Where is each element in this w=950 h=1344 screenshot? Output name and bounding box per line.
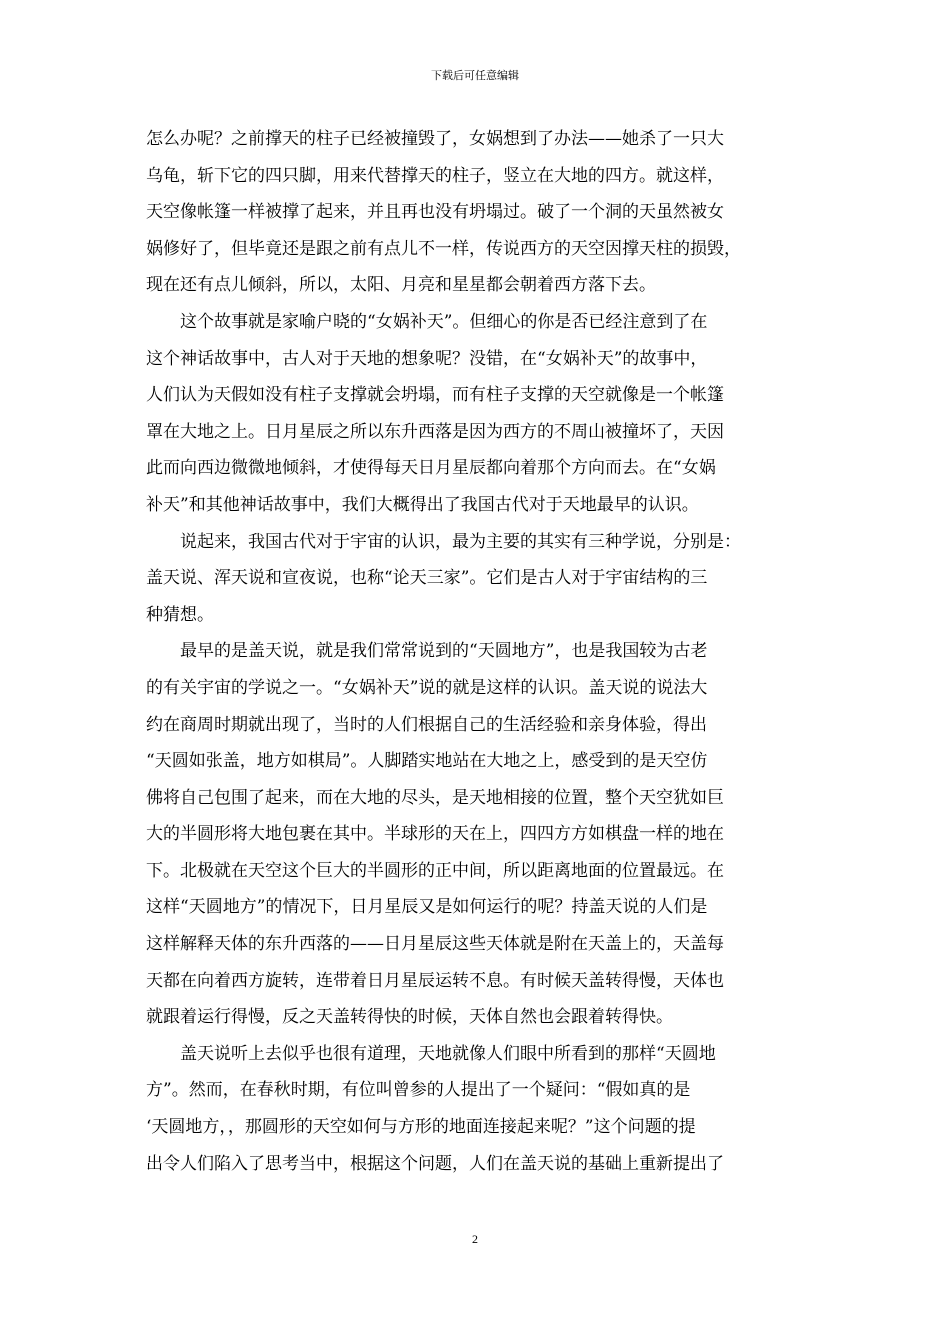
text-line: 盖天说、浑天说和宣夜说，也称“论天三家”。它们是古人对于宇宙结构的三: [146, 568, 708, 589]
page-number: 2: [472, 1232, 478, 1246]
text-line: 约在商周时期就出现了，当时的人们根据自己的生活经验和亲身体验，得出: [146, 714, 707, 735]
text-line: 的有关宇宙的学说之一。“女娲补天”说的就是这样的认识。盖天说的说法大: [146, 677, 708, 698]
text-line: 就跟着运行得慢，反之天盖转得快的时候，天体自然也会跟着转得快。: [146, 1007, 673, 1028]
text-line: 罩在大地之上。日月星辰之所以东升西落是因为西方的不周山被撞坏了，天因: [146, 421, 724, 442]
text-line: 种猜想。: [146, 604, 214, 625]
text-line: 这样解释天体的东升西落的——日月星辰这些天体就是附在天盖上的，天盖每: [146, 934, 724, 955]
text-line: 这个神话故事中，古人对于天地的想象呢？没错，在“女娲补天”的故事中，: [146, 348, 708, 369]
text-line: 补天”和其他神话故事中，我们大概得出了我国古代对于天地最早的认识。: [146, 494, 699, 515]
body-text: [146, 121, 810, 1182]
text-line: 天都在向着西方旋转，连带着日月星辰运转不息。有时候天盖转得慢，天体也: [146, 970, 724, 991]
text-line: 佛将自己包围了起来，而在大地的尽头，是天地相接的位置，整个天空犹如巨: [146, 787, 724, 808]
text-line: 现在还有点儿倾斜，所以，太阳、月亮和星星都会朝着西方落下去。: [146, 275, 656, 296]
text-line: 人们认为天假如没有柱子支撑就会坍塌，而有柱子支撑的天空就像是一个帐篷: [146, 385, 724, 406]
text-line: 下。北极就在天空这个巨大的半圆形的正中间，所以距离地面的位置最远。在: [146, 860, 724, 881]
text-line: 大的半圆形将大地包裹在其中。半球形的天在上，四四方方如棋盘一样的地在: [146, 824, 724, 845]
text-line: 怎么办呢？之前撑天的柱子已经被撞毁了，女娲想到了办法——她杀了一只大: [146, 129, 724, 149]
text-line: 天空像帐篷一样被撑了起来，并且再也没有坍塌过。破了一个洞的天虽然被女: [146, 202, 724, 223]
paragraph-start-line: 说起来，我国古代对于宇宙的认识，最为主要的其实有三种学说，分别是：: [180, 531, 741, 552]
text-line: “天圆如张盖，地方如棋局”。人脚踏实地站在大地之上，感受到的是天空仿: [146, 751, 708, 772]
text-line: 此而向西边微微地倾斜，才使得每天日月星辰都向着那个方向而去。在“女娲: [146, 458, 716, 479]
paragraph-start-line: 最早的是盖天说，就是我们常常说到的“天圆地方”，也是我国较为古老: [180, 641, 708, 662]
text-line: 方”。然而，在春秋时期，有位叫曾参的人提出了一个疑问：“假如真的是: [146, 1080, 691, 1101]
text-line: 这样“天圆地方”的情况下，日月星辰又是如何运行的呢？持盖天说的人们是: [146, 897, 708, 918]
text-line: ‘天圆地方，，那圆形的天空如何与方形的地面连接起来呢？”这个问题的提: [146, 1117, 696, 1138]
text-line: 出令人们陷入了思考当中，根据这个问题，人们在盖天说的基础上重新提出了: [146, 1153, 724, 1174]
paragraph-start-line: 这个故事就是家喻户晓的“女娲补天”。但细心的你是否已经注意到了在: [180, 311, 708, 332]
text-line: 娲修好了，但毕竟还是跟之前有点儿不一样，传说西方的天空因撑天柱的损毁，: [146, 238, 741, 259]
text-line: 乌龟，斩下它的四只脚，用来代替撑天的柱子，竖立在大地的四方。就这样，: [146, 165, 724, 186]
paragraph-start-line: 盖天说听上去似乎也很有道理，天地就像人们眼中所看到的那样“天圆地: [180, 1043, 716, 1064]
page-header: 下载后可任意编辑: [431, 69, 519, 82]
